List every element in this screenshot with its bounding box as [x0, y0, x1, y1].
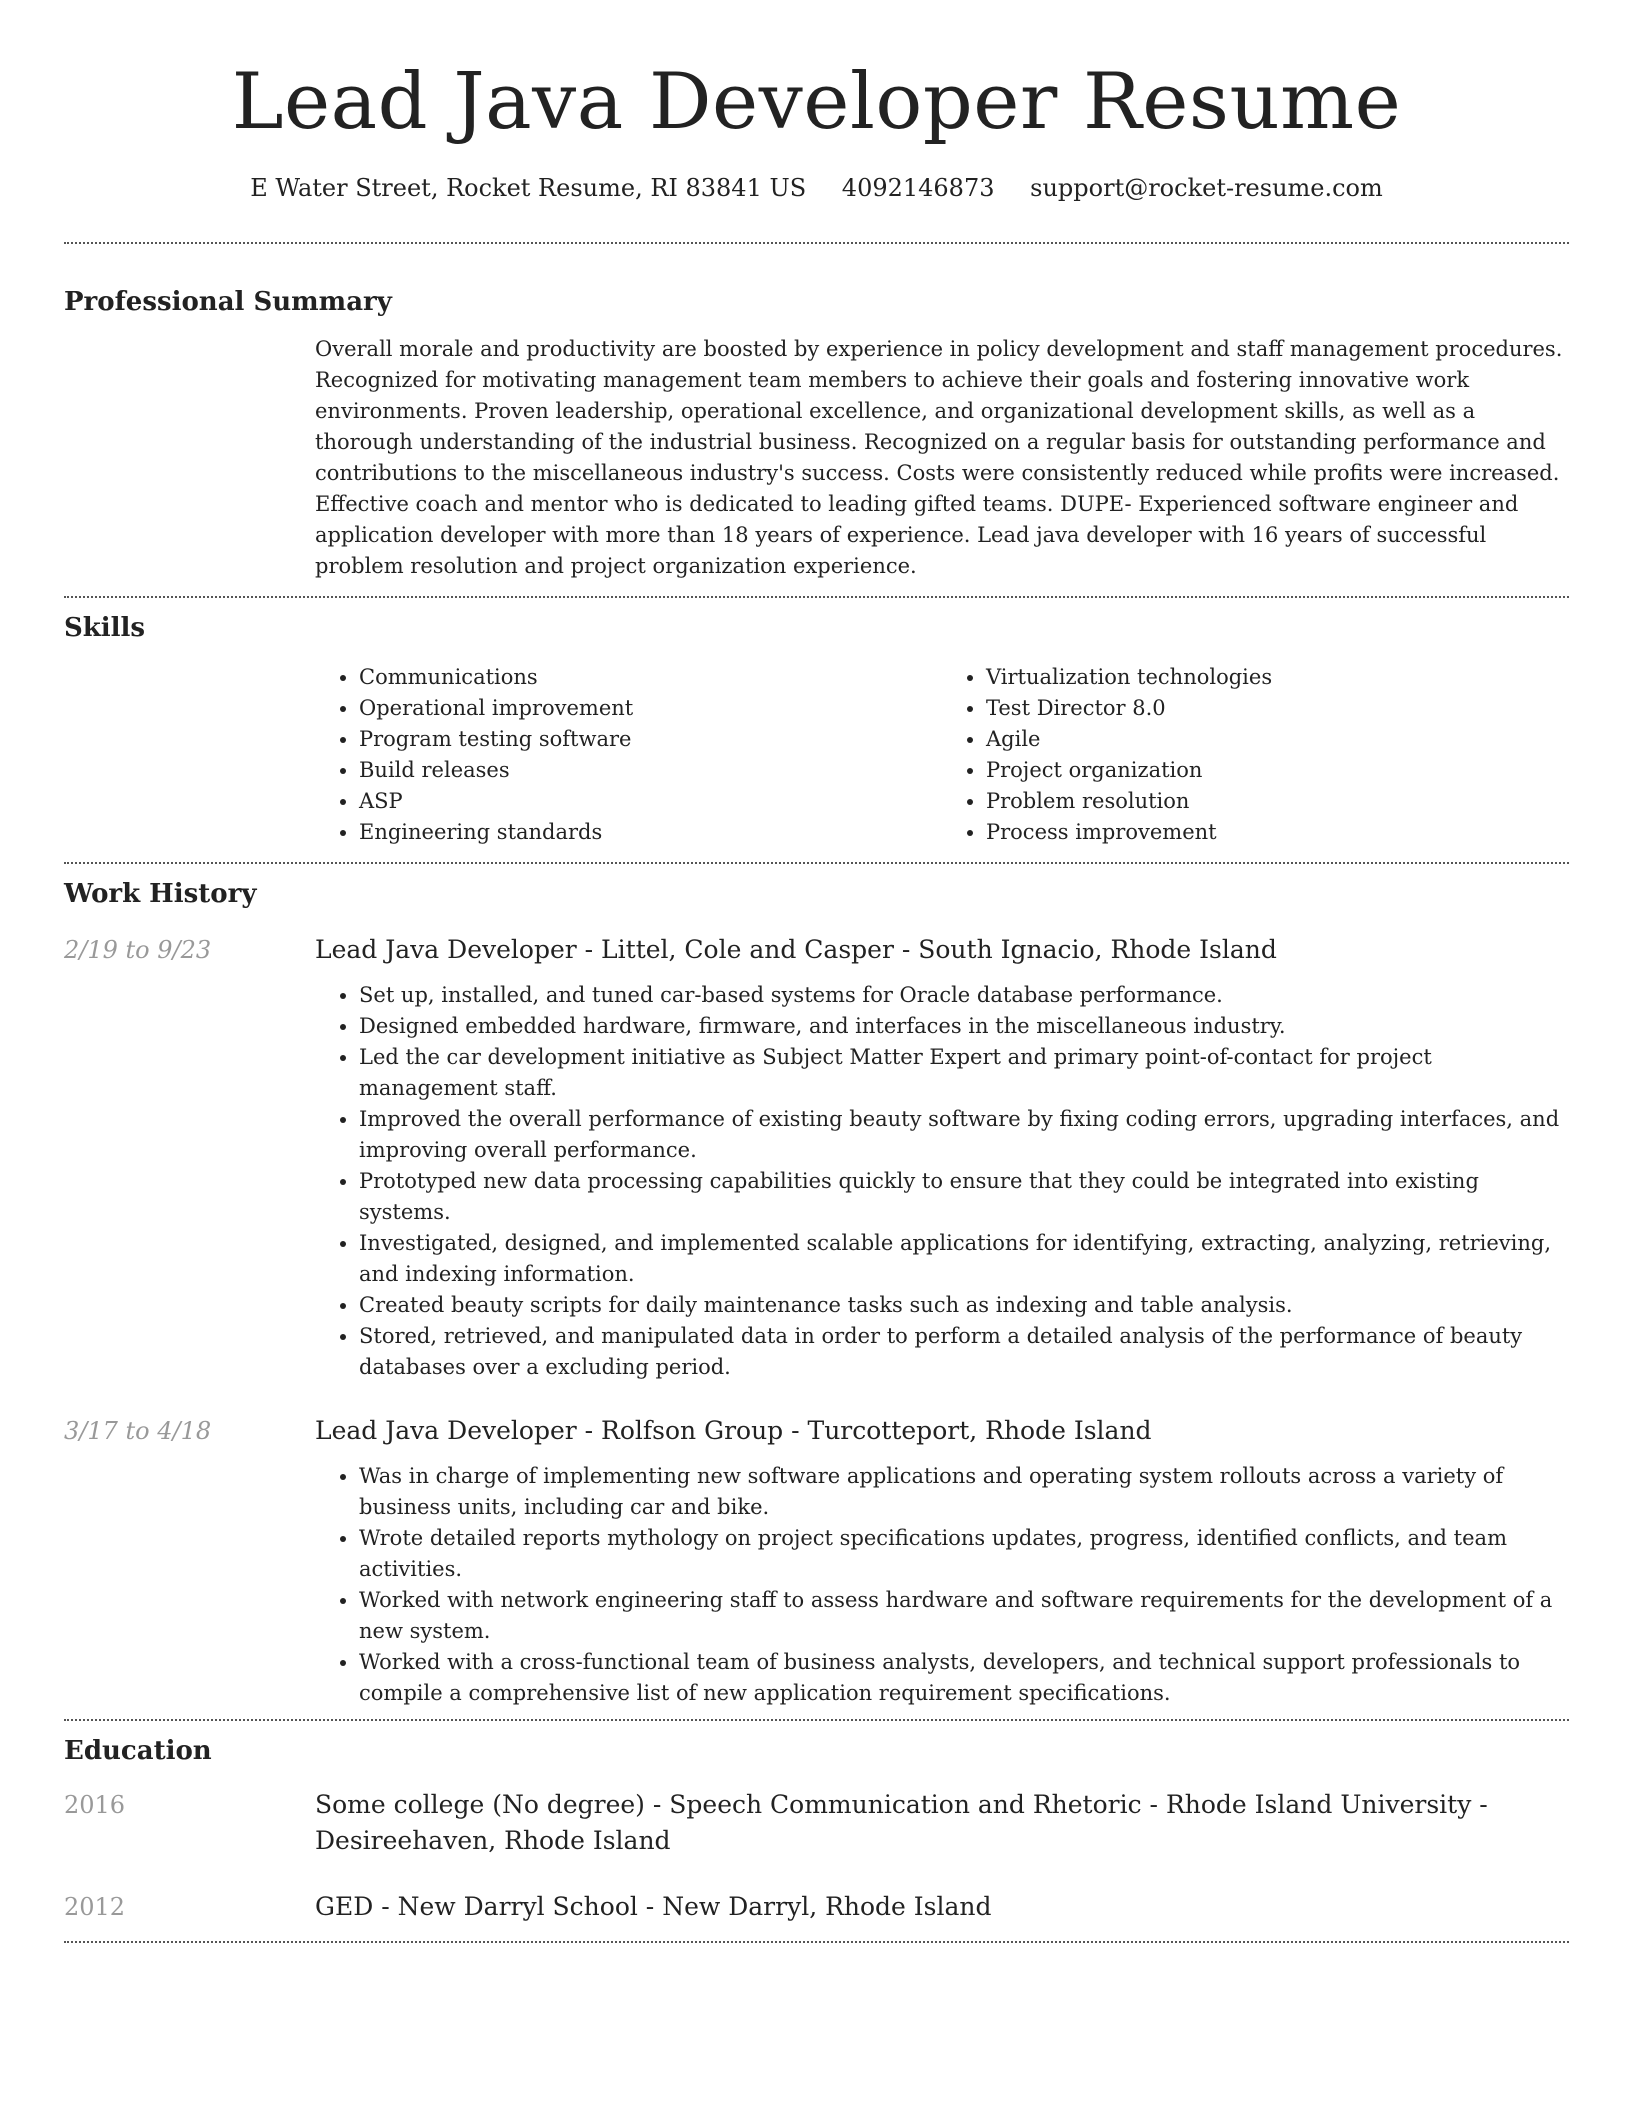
job-bullet: • Led the car development initiative as Subject Matter Expert and primary point-of-contact for project management staff.: [359, 1042, 1569, 1104]
work-section: [64, 874, 1569, 1709]
skill-item: • Problem resolution: [986, 786, 1569, 817]
job-bullets: [315, 980, 1569, 1383]
skill-item: • Program testing software: [359, 724, 942, 755]
education-title: GED - New Darryl School - New Darryl, Rhode Island: [315, 1892, 992, 1921]
divider: [64, 242, 1569, 244]
education-date: 2016: [64, 1791, 126, 1819]
skill-item: • Agile: [986, 724, 1569, 755]
job-bullet: • Designed embedded hardware, firmware, and interfaces in the miscellaneous industry.: [359, 1011, 1569, 1042]
divider: [64, 862, 1569, 864]
job-bullet: • Worked with a cross-functional team of business analysts, developers, and technical support professionals to compile a comprehensive list of new application requirement specifications.: [359, 1647, 1569, 1709]
contact-email: support@rocket-resume.com: [1030, 174, 1383, 202]
job-date: 3/17 to 4/18: [64, 1417, 212, 1445]
job-bullet: • Improved the overall performance of existing beauty software by fixing coding errors, upgrading interfaces, and improving overall performance.: [359, 1104, 1569, 1166]
work-heading: Work History: [64, 879, 257, 909]
job-date: 2/19 to 9/23: [64, 936, 212, 964]
education-heading: Education: [64, 1736, 212, 1766]
education-section: [64, 1731, 1569, 1925]
job-bullet: • Was in charge of implementing new software applications and operating system rollouts across a variety of business units, including car and bike.: [359, 1461, 1569, 1523]
job-entry: [64, 1413, 1569, 1709]
education-entry: [64, 1889, 1569, 1925]
skill-item: • Operational improvement: [359, 693, 942, 724]
job-details: [315, 932, 1569, 1383]
job-bullet: • Wrote detailed reports mythology on project specifications updates, progress, identified conflicts, and team activities.: [359, 1523, 1569, 1585]
job-bullet: • Set up, installed, and tuned car-based systems for Oracle database performance.: [359, 980, 1569, 1011]
skills-heading: Skills: [64, 613, 146, 643]
summary-heading: Professional Summary: [64, 287, 392, 317]
skill-item: • Project organization: [986, 755, 1569, 786]
resume-page: [64, 0, 1569, 1943]
summary-text: Overall morale and productivity are boosted by experience in policy development and staff management procedures. Recognized for motivating management team members to achieve their goals and fostering innovative work environments. Proven leadership, operational excellence, and organizational development skills, as well as a thorough understanding of the industrial business. Recognized on a regular basis for outstanding performance and contributions to the miscellaneous industry's success. Costs were consistently reduced while profits were increased. Effective coach and mentor who is dedicated to leading gifted teams. DUPE- Experienced software engineer and application developer with more than 18 years of experience. Lead java developer with 16 years of successful problem resolution and project organization experience.: [315, 337, 1563, 578]
skills-columns: [315, 662, 1569, 848]
resume-title: Lead Java Developer Resume: [231, 57, 1402, 147]
job-bullets: [315, 1461, 1569, 1709]
job-details: [315, 1413, 1569, 1709]
skill-item: • Build releases: [359, 755, 942, 786]
education-entry: [64, 1787, 1569, 1859]
job-bullet: • Prototyped new data processing capabilities quickly to ensure that they could be integrated into existing systems.: [359, 1166, 1569, 1228]
skill-item: • Engineering standards: [359, 817, 942, 848]
summary-section: [64, 282, 1569, 582]
skills-list-left: [315, 662, 942, 848]
job-bullet: • Stored, retrieved, and manipulated data in order to perform a detailed analysis of the performance of beauty databases over a excluding period.: [359, 1321, 1569, 1383]
skill-item: • Virtualization technologies: [986, 662, 1569, 693]
contact-address: E Water Street, Rocket Resume, RI 83841 US: [250, 174, 807, 202]
skill-item: • Communications: [359, 662, 942, 693]
contact-phone: 4092146873: [841, 174, 995, 202]
skill-item: • Process improvement: [986, 817, 1569, 848]
skill-item: • ASP: [359, 786, 942, 817]
skills-section: [64, 608, 1569, 848]
job-bullet: • Worked with network engineering staff to assess hardware and software requirements for the development of a new system.: [359, 1585, 1569, 1647]
divider: [64, 596, 1569, 598]
contact-line: [64, 170, 1569, 206]
education-date: 2012: [64, 1893, 126, 1921]
job-bullet: • Investigated, designed, and implemented scalable applications for identifying, extracting, analyzing, retrieving, and indexing information.: [359, 1228, 1569, 1290]
job-bullet: • Created beauty scripts for daily maintenance tasks such as indexing and table analysis.: [359, 1290, 1569, 1321]
job-entry: [64, 932, 1569, 1383]
job-title: Lead Java Developer - Littel, Cole and Casper - South Ignacio, Rhode Island: [315, 935, 1277, 964]
divider: [64, 1941, 1569, 1943]
job-title: Lead Java Developer - Rolfson Group - Turcotteport, Rhode Island: [315, 1416, 1152, 1445]
skills-list-right: [942, 662, 1569, 848]
education-title: Some college (No degree) - Speech Communication and Rhetoric - Rhode Island University - Desireehaven, Rhode Island: [315, 1790, 1488, 1855]
divider: [64, 1719, 1569, 1721]
skill-item: • Test Director 8.0: [986, 693, 1569, 724]
